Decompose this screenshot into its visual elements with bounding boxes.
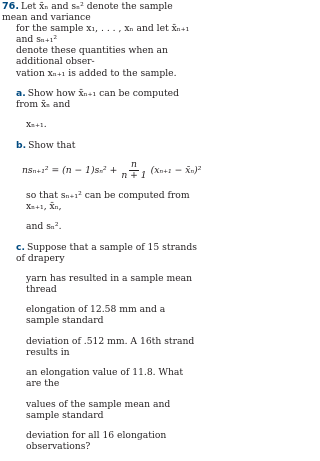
intro-line: for the sample x₁, . . . , xₙ and let x̄ₙ₊₁ and sₙ₊₁² xyxy=(16,23,190,46)
intro-line: vation xₙ₊₁ is added to the sample. xyxy=(16,67,177,79)
fraction-denominator: n + 1 xyxy=(121,169,147,181)
part-text: so that sₙ₊₁² can be computed from xₙ₊₁, x̄ₙ, xyxy=(26,189,190,213)
part-text: Show that xyxy=(28,139,76,151)
intro-line: Let x̄ₙ and sₙ² denote the sample mean and variance xyxy=(2,1,173,24)
part-b xyxy=(2,139,202,233)
part-text: and sₙ². xyxy=(26,221,62,233)
intro-line: denote these quantities when an additional obser- xyxy=(16,45,168,68)
exercise-76 xyxy=(2,1,202,461)
part-label: a. xyxy=(16,87,26,99)
part-label: c. xyxy=(16,241,25,253)
part-label: b. xyxy=(16,139,27,151)
part-text: xₙ₊₁. xyxy=(26,119,47,131)
part-text: Suppose that a sample of 15 strands of drapery xyxy=(16,241,197,264)
part-text: yarn has resulted in a sample mean thread xyxy=(26,273,193,296)
part-text: deviation for all 16 elongation observations? xyxy=(26,429,167,452)
fraction-numerator: n xyxy=(131,158,137,170)
part-c xyxy=(2,242,198,452)
formula-rhs: (xₙ₊₁ − x̄ₙ)² xyxy=(150,164,202,176)
part-text: an elongation value of 11.8. What are the xyxy=(26,367,184,390)
part-text: deviation of .512 mm. A 16th strand results in xyxy=(26,335,195,358)
variance-update-formula xyxy=(22,158,202,181)
formula-fraction xyxy=(119,160,148,181)
part-text: values of the sample mean and sample standard xyxy=(26,398,171,421)
problem-number: 76. xyxy=(2,1,19,12)
formula-lhs: nsₙ₊₁² = (n − 1)sₙ² + xyxy=(22,164,118,176)
part-a xyxy=(2,88,198,130)
part-text: elongation of 12.58 mm and a sample standard xyxy=(26,304,166,327)
part-text: Show how x̄ₙ₊₁ can be computed from x̄ₙ and xyxy=(16,87,179,110)
problem-intro xyxy=(2,1,198,79)
